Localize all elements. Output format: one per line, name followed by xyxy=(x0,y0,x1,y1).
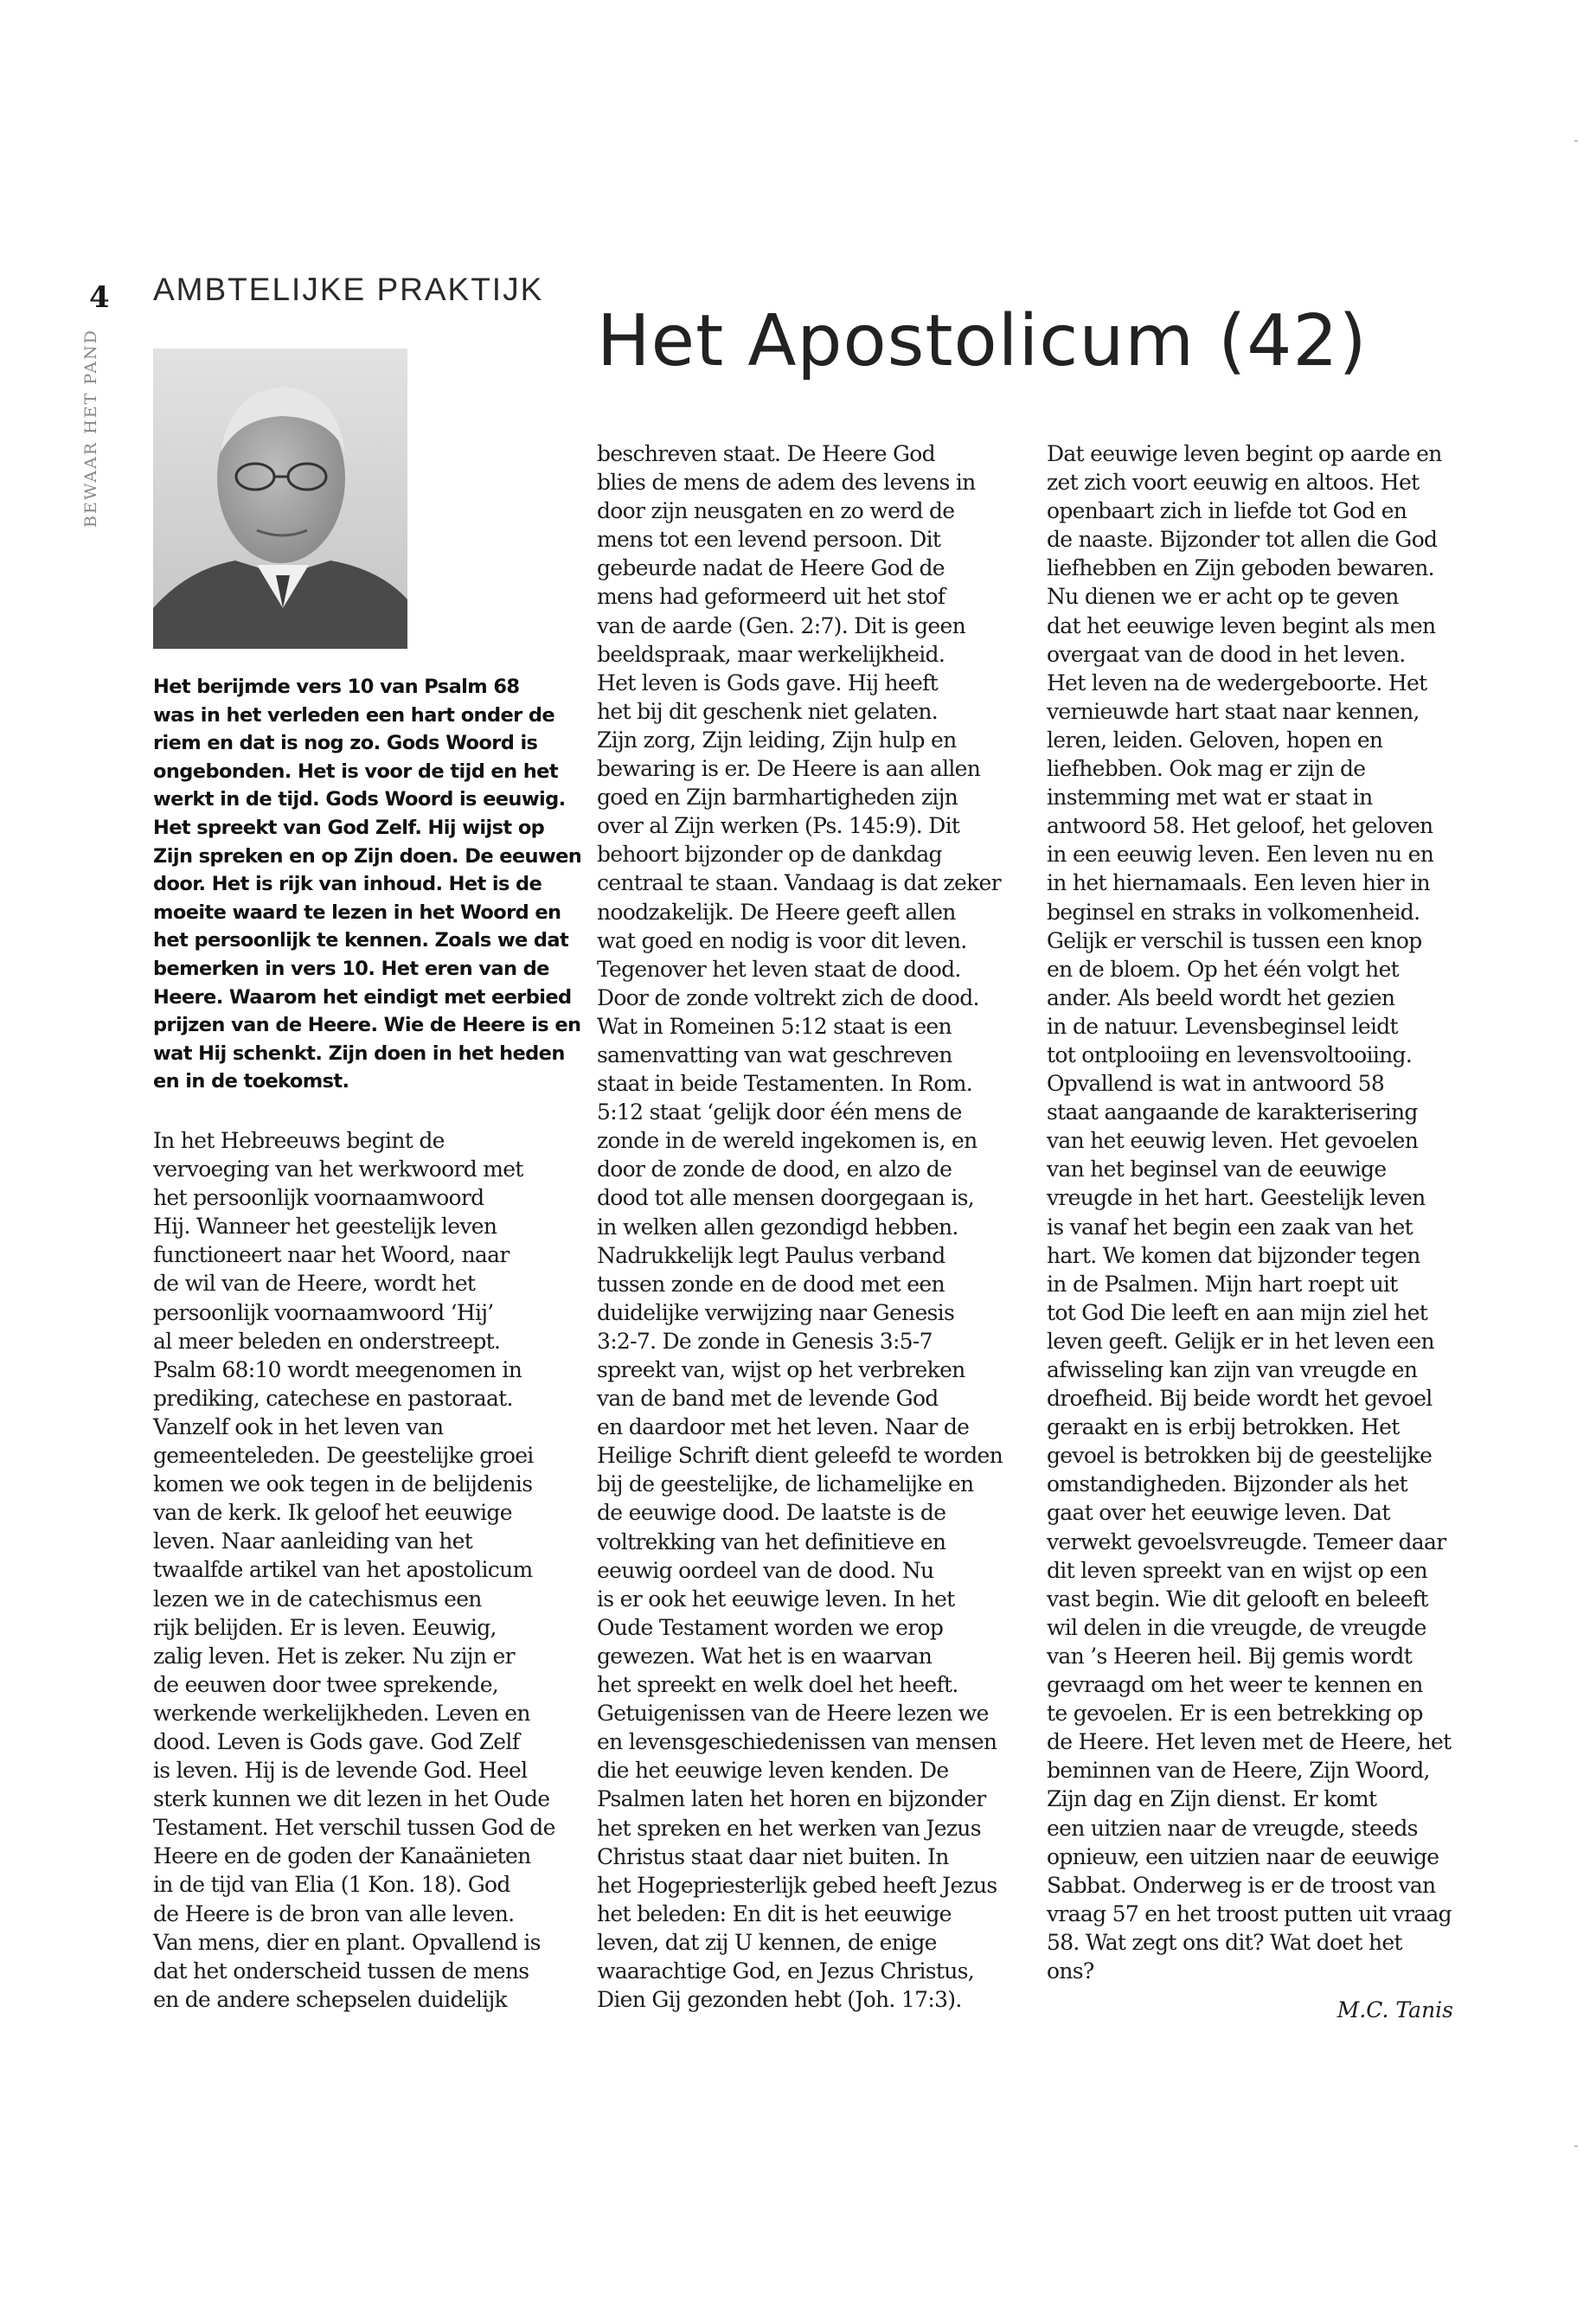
text-line: het Hogepriesterlijk gebed heeft Jezus xyxy=(597,1872,997,1898)
text-line: Psalmen laten het horen en bijzonder xyxy=(597,1786,986,1812)
author-signature: M.C. Tanis xyxy=(1336,1997,1453,2022)
text-line: omstandigheden. Bijzonder als het xyxy=(1047,1471,1407,1497)
text-line: spreekt van, wijst op het verbreken xyxy=(597,1357,965,1382)
text-line: sterk kunnen we dit lezen in het Oude xyxy=(153,1786,550,1812)
text-line: antwoord 58. Het geloof, het geloven xyxy=(1047,813,1433,839)
text-line: door de zonde de dood, en alzo de xyxy=(597,1157,952,1183)
text-line: te gevoelen. Er is een betrekking op xyxy=(1047,1701,1423,1727)
text-line: in het hiernamaals. Een leven hier in xyxy=(1047,870,1430,896)
text-line: beminnen van de Heere, Zijn Woord, xyxy=(1047,1758,1430,1784)
text-line: tussen zonde en de dood met een xyxy=(597,1271,945,1297)
intro-line: door. Het is rijk van inhoud. Het is de xyxy=(153,873,542,896)
text-line: rijk belijden. Er is leven. Eeuwig, xyxy=(153,1614,497,1640)
text-line: Psalm 68:10 wordt meegenomen in xyxy=(153,1356,522,1382)
text-line: is er ook het eeuwige leven. In het xyxy=(597,1586,955,1612)
text-line: gaat over het eeuwige leven. Dat xyxy=(1047,1500,1390,1526)
intro-line: moeite waard te lezen in het Woord en xyxy=(153,901,561,924)
section-label: AMBTELIJKE PRAKTIJK xyxy=(153,272,544,307)
crop-mark xyxy=(1574,140,1578,142)
text-line: die het eeuwige leven kenden. De xyxy=(597,1758,949,1784)
intro-line: riem en dat is nog zo. Gods Woord is xyxy=(153,732,538,755)
text-line: de naaste. Bijzonder tot allen die God xyxy=(1047,527,1438,553)
text-line: opnieuw, een uitzien naar de eeuwige xyxy=(1047,1843,1439,1869)
text-line: beeldspraak, maar werkelijkheid. xyxy=(597,641,945,667)
text-line: het persoonlijk voornaamwoord xyxy=(153,1185,484,1211)
text-line: droefheid. Bij beide wordt het gevoel xyxy=(1047,1386,1433,1412)
text-line: Het leven is Gods gave. Hij heeft xyxy=(597,670,939,695)
text-line: Door de zonde voltrekt zich de dood. xyxy=(597,984,979,1010)
intro-line: en in de toekomst. xyxy=(153,1070,349,1093)
text-line: werkende werkelijkheden. Leven en xyxy=(153,1700,530,1726)
text-line: en levensgeschiedenissen van mensen xyxy=(597,1729,997,1755)
text-line: wat goed en nodig is voor dit leven. xyxy=(597,927,967,953)
text-line: Tegenover het leven staat de dood. xyxy=(597,956,961,982)
text-line: dood tot alle mensen doorgegaan is, xyxy=(597,1185,975,1211)
text-line: verwekt gevoelsvreugde. Temeer daar xyxy=(1047,1529,1446,1554)
text-line: dit leven spreekt van en wijst op een xyxy=(1047,1557,1427,1583)
intro-line: Heere. Waarom het eindigt met eerbied xyxy=(153,985,572,1009)
intro-line: Zijn spreken en op Zijn doen. De eeuwen xyxy=(153,844,582,868)
text-line: bij de geestelijke, de lichamelijke en xyxy=(597,1471,974,1497)
text-line: Wat in Romeinen 5:12 staat is een xyxy=(597,1013,952,1039)
text-line: geraakt en is erbij betrokken. Het xyxy=(1047,1414,1400,1440)
text-line: vast begin. Wie dit gelooft en beleeft xyxy=(1047,1586,1428,1612)
text-line: persoonlijk voornaamwoord ‘Hij’ xyxy=(153,1299,494,1325)
text-line: Testament. Het verschil tussen God de xyxy=(153,1815,555,1841)
intro-line: prijzen van de Heere. Wie de Heere is en xyxy=(153,1014,581,1037)
text-line: prediking, catechese en pastoraat. xyxy=(153,1385,513,1411)
intro-line: bemerken in vers 10. Het eren van de xyxy=(153,957,549,980)
text-line: van de band met de levende God xyxy=(597,1386,939,1412)
text-line: Gelijk er verschil is tussen een knop xyxy=(1047,927,1422,953)
text-line: komen we ook tegen in de belijdenis xyxy=(153,1471,533,1497)
text-line: leven. Naar aanleiding van het xyxy=(153,1529,473,1554)
text-line: vreugde in het hart. Geestelijk leven xyxy=(1047,1185,1426,1211)
text-line: is leven. Hij is de levende God. Heel xyxy=(153,1758,528,1784)
text-line: Hij. Wanneer het geestelijk leven xyxy=(153,1214,497,1240)
intro-line: was in het verleden een hart onder de xyxy=(153,703,555,727)
portrait-photo-icon xyxy=(153,349,407,649)
text-line: van het eeuwig leven. Het gevoelen xyxy=(1047,1128,1419,1154)
intro-line: ongebonden. Het is voor de tijd en het xyxy=(153,760,558,783)
text-line: de eeuwen door twee sprekende, xyxy=(153,1671,499,1697)
text-line: twaalfde artikel van het apostolicum xyxy=(153,1557,533,1583)
text-line: liefhebben en Zijn geboden bewaren. xyxy=(1047,555,1434,581)
intro-line: Het berijmde vers 10 van Psalm 68 xyxy=(153,676,520,698)
text-line: behoort bijzonder op de dankdag xyxy=(597,842,942,868)
text-line: 3:2-7. De zonde in Genesis 3:5-7 xyxy=(597,1328,933,1354)
text-line: gebeurde nadat de Heere God de xyxy=(597,555,945,581)
text-line: Zijn zorg, Zijn leiding, Zijn hulp en xyxy=(597,727,957,753)
text-line: instemming met wat er staat in xyxy=(1047,785,1373,811)
publication-side-label: BEWAAR HET PAND xyxy=(81,329,100,528)
text-line: Het leven na de wedergeboorte. Het xyxy=(1047,670,1427,695)
text-line: blies de mens de adem des levens in xyxy=(597,470,976,496)
text-line: beginsel en straks in volkomenheid. xyxy=(1047,899,1420,925)
text-line: gevraagd om het weer te kennen en xyxy=(1047,1672,1423,1698)
text-line: afwisseling kan zijn van vreugde en xyxy=(1047,1357,1418,1382)
text-line: wil delen in die vreugde, de vreugde xyxy=(1047,1614,1426,1640)
text-line: hart. We komen dat bijzonder tegen xyxy=(1047,1242,1420,1268)
text-line: en de andere schepselen duidelijk xyxy=(153,1986,507,2012)
text-line: bewaring is er. De Heere is aan allen xyxy=(597,756,981,782)
text-line: het beleden: En dit is het eeuwige xyxy=(597,1900,952,1926)
text-line: tot God Die leeft en aan mijn ziel het xyxy=(1047,1299,1428,1325)
text-line: dat het onderscheid tussen de mens xyxy=(153,1958,529,1984)
text-line: leven geeft. Gelijk er in het leven een xyxy=(1047,1328,1434,1354)
body-column-3 xyxy=(1047,439,1475,1985)
text-line: overgaat van de dood in het leven. xyxy=(1047,641,1406,667)
text-line: leven, dat zij U kennen, de enige xyxy=(597,1929,937,1955)
body-column-1 xyxy=(153,1126,568,2014)
text-line: waarachtige God, en Jezus Christus, xyxy=(597,1958,975,1984)
text-line: staat in beide Testamenten. In Rom. xyxy=(597,1071,972,1097)
text-line: Heilige Schrift dient geleefd te worden xyxy=(597,1443,1003,1469)
text-line: is vanaf het begin een zaak van het xyxy=(1047,1214,1413,1240)
text-line: leren, leiden. Geloven, hopen en xyxy=(1047,727,1383,753)
text-line: In het Hebreeuws begint de xyxy=(153,1128,445,1153)
text-line: mens tot een levend persoon. Dit xyxy=(597,527,941,553)
text-line: in de Psalmen. Mijn hart roept uit xyxy=(1047,1271,1398,1297)
text-line: gevoel is betrokken bij de geestelijke xyxy=(1047,1443,1433,1469)
text-line: staat aangaande de karakterisering xyxy=(1047,1099,1418,1125)
text-line: van de aarde (Gen. 2:7). Dit is geen xyxy=(597,612,966,638)
text-line: al meer beleden en onderstreept. xyxy=(153,1328,501,1354)
page-number: 4 xyxy=(89,280,110,315)
text-line: in welken allen gezondigd hebben. xyxy=(597,1214,958,1240)
text-line: gemeenteleden. De geestelijke groei xyxy=(153,1443,534,1469)
text-line: Dat eeuwige leven begint op aarde en xyxy=(1047,441,1442,466)
text-line: centraal te staan. Vandaag is dat zeker xyxy=(597,870,1001,896)
text-line: dood. Leven is Gods gave. God Zelf xyxy=(153,1728,520,1754)
text-line: de wil van de Heere, wordt het xyxy=(153,1271,476,1297)
text-line: 5:12 staat ‘gelijk door één mens de xyxy=(597,1099,962,1125)
text-line: Nu dienen we er acht op te geven xyxy=(1047,584,1399,610)
intro-line: het persoonlijk te kennen. Zoals we dat xyxy=(153,929,569,952)
text-line: de eeuwige dood. De laatste is de xyxy=(597,1500,946,1526)
text-line: 58. Wat zegt ons dit? Wat doet het xyxy=(1047,1929,1402,1955)
text-line: in een eeuwig leven. Een leven nu en xyxy=(1047,842,1434,868)
text-line: beschreven staat. De Heere God xyxy=(597,441,935,466)
text-line: van de kerk. Ik geloof het eeuwige xyxy=(153,1500,512,1526)
text-line: Zijn dag en Zijn dienst. Er komt xyxy=(1047,1786,1377,1812)
text-line: door zijn neusgaten en zo werd de xyxy=(597,498,955,524)
text-line: Vanzelf ook in het leven van xyxy=(153,1413,444,1439)
body-column-2 xyxy=(597,439,1025,2014)
text-line: een uitzien naar de vreugde, steeds xyxy=(1047,1815,1418,1841)
intro-paragraph xyxy=(153,673,582,1096)
text-line: het bij dit geschenk niet gelaten. xyxy=(597,698,938,724)
text-line: in de natuur. Levensbeginsel leidt xyxy=(1047,1013,1398,1039)
text-line: Christus staat daar niet buiten. In xyxy=(597,1843,949,1869)
text-line: ons? xyxy=(1047,1958,1094,1984)
text-line: het spreekt en welk doel het heeft. xyxy=(597,1672,958,1698)
text-line: vernieuwde hart staat naar kennen, xyxy=(1047,698,1420,724)
text-line: Sabbat. Onderweg is er de troost van xyxy=(1047,1872,1436,1898)
text-line: in de tijd van Elia (1 Kon. 18). God xyxy=(153,1872,510,1898)
text-line: het spreken en het werken van Jezus xyxy=(597,1815,981,1841)
text-line: goed en Zijn barmhartigheden zijn xyxy=(597,785,958,811)
text-line: samenvatting van wat geschreven xyxy=(597,1042,952,1067)
text-line: Opvallend is wat in antwoord 58 xyxy=(1047,1071,1385,1097)
text-line: Van mens, dier en plant. Opvallend is xyxy=(153,1929,541,1955)
text-line: de Heere is de bron van alle leven. xyxy=(153,1900,515,1926)
text-line: van ’s Heeren heil. Bij gemis wordt xyxy=(1047,1643,1413,1669)
intro-line: wat Hij schenkt. Zijn doen in het heden xyxy=(153,1042,565,1065)
text-line: Heere en de goden der Kanaänieten xyxy=(153,1843,531,1869)
page-title: Het Apostolicum (42) xyxy=(597,300,1368,382)
text-line: van het beginsel van de eeuwige xyxy=(1047,1157,1387,1183)
text-line: eeuwig oordeel van de dood. Nu xyxy=(597,1557,934,1583)
crop-mark xyxy=(1574,2145,1578,2147)
text-line: de Heere. Het leven met de Heere, het xyxy=(1047,1729,1452,1755)
text-line: zonde in de wereld ingekomen is, en xyxy=(597,1128,977,1154)
text-line: voltrekking van het definitieve en xyxy=(597,1529,946,1554)
text-line: Getuigenissen van de Heere lezen we xyxy=(597,1701,989,1727)
text-line: Nadrukkelijk legt Paulus verband xyxy=(597,1242,945,1268)
text-line: noodzakelijk. De Heere geeft allen xyxy=(597,899,956,925)
text-line: zalig leven. Het is zeker. Nu zijn er xyxy=(153,1643,515,1669)
author-portrait-photo xyxy=(153,349,407,649)
text-line: tot ontplooiing en levensvoltooiing. xyxy=(1047,1042,1413,1067)
intro-line: werkt in de tijd. Gods Woord is eeuwig. xyxy=(153,788,566,811)
text-line: liefhebben. Ook mag er zijn de xyxy=(1047,756,1366,782)
text-line: dat het eeuwige leven begint als men xyxy=(1047,612,1436,638)
text-line: en de bloem. Op het één volgt het xyxy=(1047,956,1400,982)
text-line: over al Zijn werken (Ps. 145:9). Dit xyxy=(597,813,960,839)
text-line: vraag 57 en het troost putten uit vraag xyxy=(1047,1900,1452,1926)
text-line: gewezen. Wat het is en waarvan xyxy=(597,1643,933,1669)
text-line: duidelijke verwijzing naar Genesis xyxy=(597,1299,955,1325)
text-line: Dien Gij gezonden hebt (Joh. 17:3). xyxy=(597,1987,962,2013)
text-line: Oude Testament worden we erop xyxy=(597,1614,944,1640)
text-line: functioneert naar het Woord, naar xyxy=(153,1242,510,1268)
text-line: en daardoor met het leven. Naar de xyxy=(597,1414,970,1440)
text-line: lezen we in de catechismus een xyxy=(153,1586,482,1612)
text-line: ander. Als beeld wordt het gezien xyxy=(1047,984,1395,1010)
intro-line: Het spreekt van God Zelf. Hij wijst op xyxy=(153,816,545,839)
text-line: mens had geformeerd uit het stof xyxy=(597,584,945,610)
text-line: openbaart zich in liefde tot God en xyxy=(1047,498,1407,524)
text-line: zet zich voort eeuwig en altoos. Het xyxy=(1047,470,1420,496)
text-line: vervoeging van het werkwoord met xyxy=(153,1157,523,1183)
